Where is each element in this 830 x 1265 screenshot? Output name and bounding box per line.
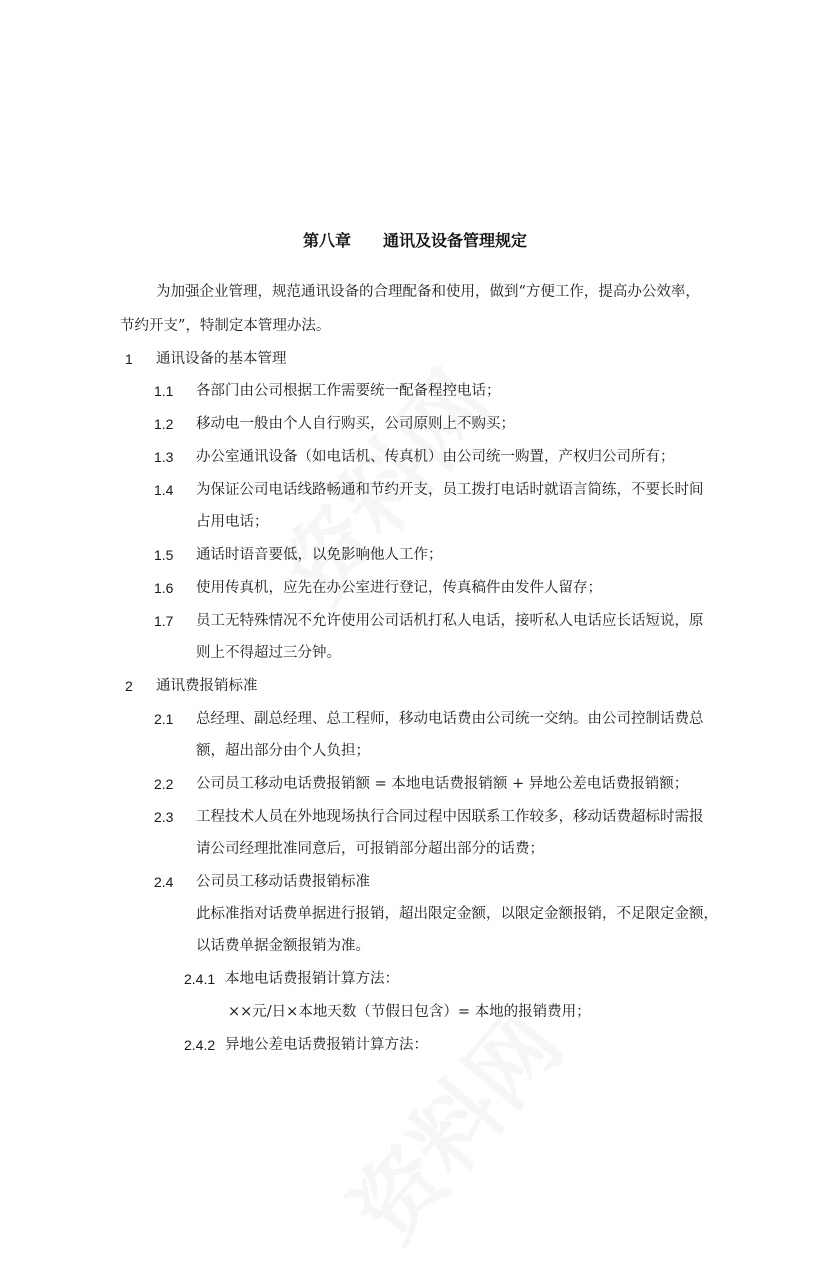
- section-title: 通讯费报销标准: [156, 678, 258, 694]
- item-text-continued: 以话费单据金额报销为准。: [196, 938, 370, 954]
- item-number: 1.2: [154, 416, 174, 432]
- item-number: 1.3: [154, 449, 174, 465]
- section-number: 2: [125, 678, 133, 694]
- item-text: 办公室通讯设备（如电话机、传真机）由公司统一购置，产权归公司所有；: [196, 449, 675, 465]
- page-title: [0, 228, 830, 251]
- subitem-number: 2.4.2: [184, 1037, 216, 1053]
- chapter-heading: 通讯及设备管理规定: [383, 231, 528, 250]
- item-number: 2.1: [154, 711, 174, 727]
- subitem-text: 本地电话费报销计算方法：: [225, 971, 399, 987]
- chapter-number: 第八章: [302, 231, 351, 250]
- formula-text: ××元/日×本地天数（节假日包含）= 本地的报销费用；: [228, 1004, 591, 1020]
- section-title: 通讯设备的基本管理: [156, 351, 287, 367]
- intro-line-1: 为加强企业管理，规范通讯设备的合理配备和使用，做到“方便工作，提高办公效率，: [156, 284, 700, 300]
- item-text-continued: 额，超出部分由个人负担；: [196, 743, 370, 759]
- item-number: 2.3: [154, 809, 174, 825]
- item-number: 1.7: [154, 613, 174, 629]
- item-text: 公司员工移动电话费报销额 = 本地电话费报销额 + 异地公差电话费报销额；: [196, 776, 689, 792]
- item-text: 总经理、副总经理、总工程师，移动电话费由公司统一交纳。由公司控制话费总: [196, 711, 704, 727]
- item-number: 2.2: [154, 776, 174, 792]
- item-number: 1.5: [154, 547, 174, 563]
- item-text: 公司员工移动话费报销标准: [196, 874, 370, 890]
- item-text: 为保证公司电话线路畅通和节约开支，员工拨打电话时就语言简练，不要长时间: [196, 482, 704, 498]
- intro-line-2: 节约开支”，特制定本管理办法。: [120, 318, 331, 334]
- item-text: 工程技术人员在外地现场执行合同过程中因联系工作较多，移动话费超标时需报: [196, 809, 704, 825]
- subitem-number: 2.4.1: [184, 971, 216, 987]
- item-text-continued: 占用电话；: [196, 514, 269, 530]
- item-text-continued: 则上不得超过三分钟。: [196, 645, 341, 661]
- item-number: 1.1: [154, 383, 174, 399]
- item-text: 通话时语音要低，以免影响他人工作；: [196, 547, 443, 563]
- subitem-text: 异地公差电话费报销计算方法：: [225, 1037, 428, 1053]
- item-number: 1.6: [154, 580, 174, 596]
- item-text: 各部门由公司根据工作需要统一配备程控电话；: [196, 383, 501, 399]
- item-number: 2.4: [154, 874, 174, 890]
- item-text: 移动电一般由个人自行购买，公司原则上不购买；: [196, 416, 515, 432]
- item-text-continued: 请公司经理批准同意后，可报销部分超出部分的话费；: [196, 841, 544, 857]
- item-number: 1.4: [154, 482, 174, 498]
- section-number: 1: [125, 351, 133, 367]
- item-text: 使用传真机，应先在办公室进行登记，传真稿件由发件人留存；: [196, 580, 602, 596]
- watermark: [319, 981, 585, 1264]
- item-text: 员工无特殊情况不允许使用公司话机打私人电话，接听私人电话应长话短说，原: [196, 613, 704, 629]
- item-text-continued: 此标准指对话费单据进行报销，超出限定金额，以限定金额报销，不足限定金额，: [196, 906, 718, 922]
